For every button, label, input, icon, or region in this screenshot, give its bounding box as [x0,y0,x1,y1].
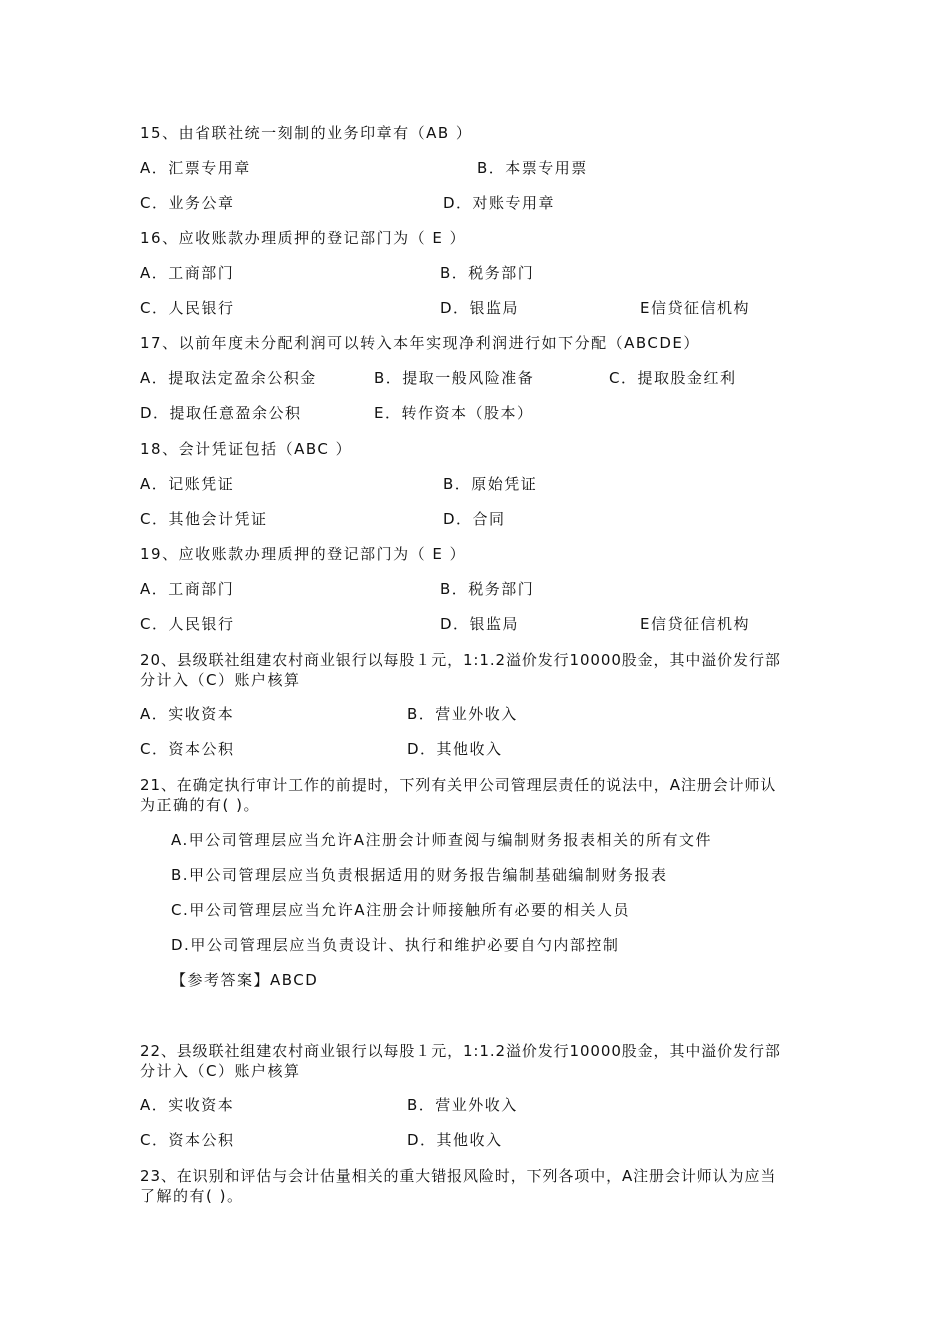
q17-option-e: E．转作资本（股本） [374,404,534,422]
q22-option-c: C．资本公积 [140,1131,235,1149]
q20-option-b: B．营业外收入 [407,705,518,723]
q19-option-c: C．人民银行 [140,615,235,633]
q16-option-b: B．税务部门 [440,264,535,282]
q15-option-b: B．本票专用票 [477,159,588,177]
question-22-stem-line2: 分计入（C）账户核算 [140,1062,301,1080]
q20-option-c: C．资本公积 [140,740,235,758]
q15-option-c: C．业务公章 [140,194,235,212]
q20-option-a: A．实收资本 [140,705,235,723]
q19-option-e: E信贷征信机构 [640,615,750,633]
q16-option-c: C．人民银行 [140,299,235,317]
q22-option-a: A．实收资本 [140,1096,235,1114]
q16-option-a: A．工商部门 [140,264,235,282]
q18-option-b: B．原始凭证 [443,475,538,493]
q18-option-d: D．合同 [443,510,506,528]
q17-option-a: A．提取法定盈余公积金 [140,369,317,387]
q17-option-c: C．提取股金红利 [609,369,737,387]
q20-option-d: D．其他收入 [407,740,503,758]
question-21-stem-line2: 为正确的有( )。 [140,796,260,814]
q19-option-a: A．工商部门 [140,580,235,598]
question-18-stem: 18、会计凭证包括（ABC ） [140,440,353,458]
q21-option-d: D.甲公司管理层应当负责设计、执行和维护必要自勺内部控制 [171,936,620,954]
question-16-stem: 16、应收账款办理质押的登记部门为（ E ） [140,229,467,247]
q18-option-c: C．其他会计凭证 [140,510,268,528]
q19-option-b: B．税务部门 [440,580,535,598]
q21-option-a: A.甲公司管理层应当允许A注册会计师查阅与编制财务报表相关的所有文件 [171,831,713,849]
question-23-stem-line1: 23、在识别和评估与会计估量相关的重大错报风险时，下列各项中，A注册会计师认为应当 [140,1167,777,1185]
question-17-stem: 17、以前年度未分配利润可以转入本年实现净利润进行如下分配（ABCDE） [140,334,700,352]
q15-option-d: D．对账专用章 [443,194,556,212]
q19-option-d: D．银监局 [440,615,520,633]
q21-option-c: C.甲公司管理层应当允许A注册会计师接触所有必要的相关人员 [171,901,631,919]
q17-option-d: D．提取任意盈余公积 [140,404,302,422]
question-21-stem-line1: 21、在确定执行审计工作的前提时，下列有关甲公司管理层责任的说法中，A注册会计师认 [140,776,777,794]
question-22-stem-line1: 22、县级联社组建农村商业银行以每股１元，1:1.2溢价发行10000股金，其中溢价发行部 [140,1042,781,1060]
q17-option-b: B．提取一般风险准备 [374,369,535,387]
question-20-stem-line1: 20、县级联社组建农村商业银行以每股１元，1:1.2溢价发行10000股金，其中溢价发行部 [140,651,781,669]
q21-option-b: B.甲公司管理层应当负责根据适用的财务报告编制基础编制财务报表 [171,866,668,884]
question-19-stem: 19、应收账款办理质押的登记部门为（ E ） [140,545,467,563]
question-15-stem: 15、由省联社统一刻制的业务印章有（AB ） [140,124,473,142]
question-20-stem-line2: 分计入（C）账户核算 [140,671,301,689]
q18-option-a: A．记账凭证 [140,475,235,493]
q15-option-a: A．汇票专用章 [140,159,251,177]
q22-option-b: B．营业外收入 [407,1096,518,1114]
q16-option-e: E信贷征信机构 [640,299,750,317]
q21-answer: 【参考答案】ABCD [171,971,319,989]
q22-option-d: D．其他收入 [407,1131,503,1149]
question-23-stem-line2: 了解的有( )。 [140,1187,244,1205]
q16-option-d: D．银监局 [440,299,520,317]
